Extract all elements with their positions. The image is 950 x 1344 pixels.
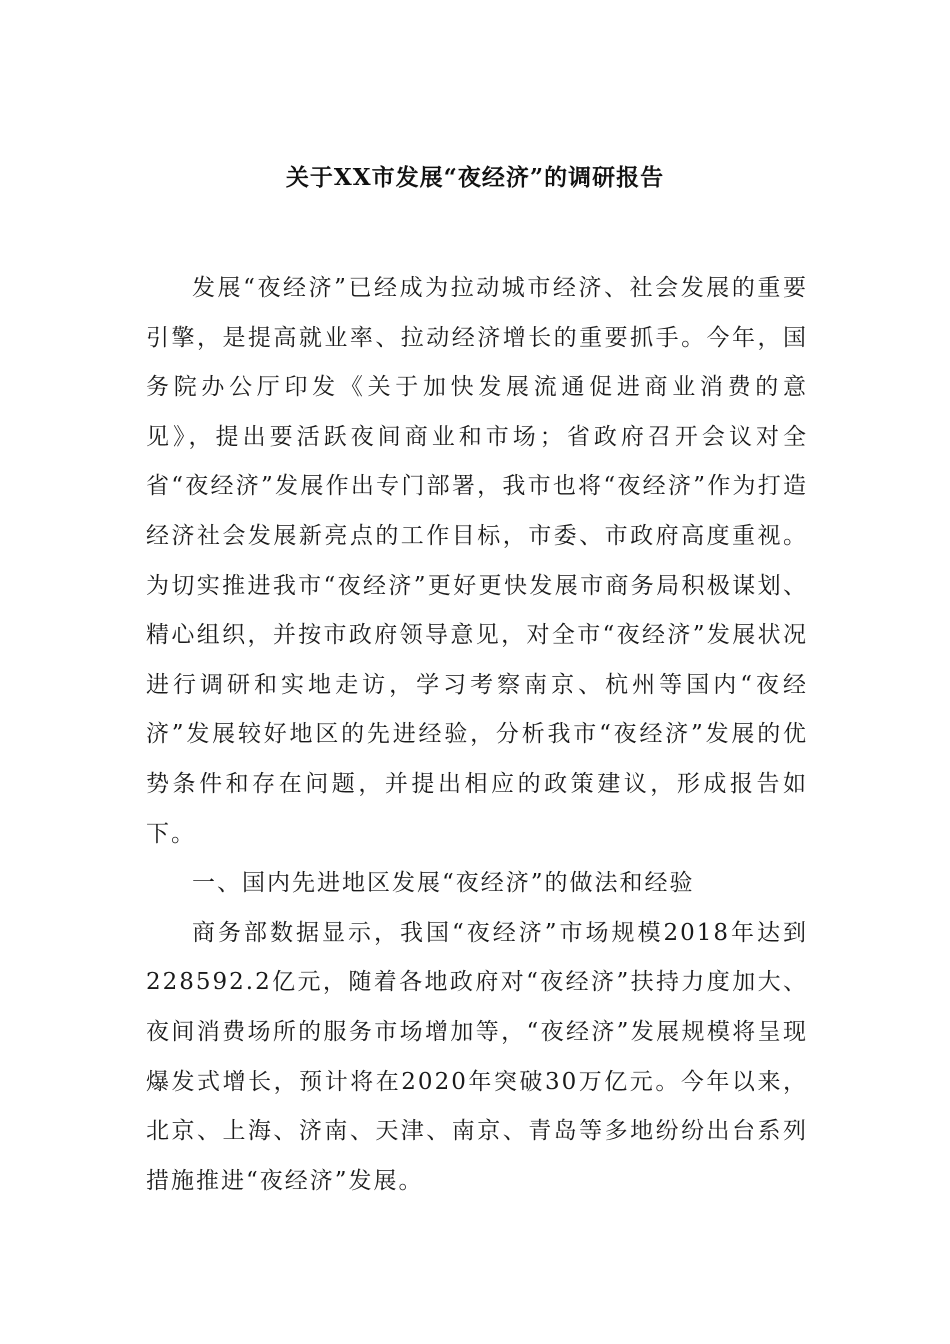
intro-paragraph: 发展“夜经济”已经成为拉动城市经济、社会发展的重要引擎，是提高就业率、拉动经济增长的重要抓手。今年，国务院办公厅印发《关于加快发展流通促进商业消费的意见》，提出要活跃夜间商业和市场；省政府召开会议对全省“夜经济”发展作出专门部署，我市也将“夜经济”作为打造经济社会发展新亮点的工作目标，市委、市政府高度重视。为切实推进我市“夜经济”更好更快发展市商务局积极谋划、精心组织，并按市政府领导意见，对全市“夜经济”发展状况进行调研和实地走访，学习考察南京、杭州等国内“夜经济”发展较好地区的先进经验，分析我市“夜经济”发展的优势条件和存在问题，并提出相应的政策建议，形成报告如下。 [146, 275, 808, 847]
body-paragraph: 商务部数据显示，我国“夜经济”市场规模2018年达到228592.2亿元，随着各地政府对“夜经济”扶持力度加大、夜间消费场所的服务市场增加等，“夜经济”发展规模将呈现爆发式增长，预计将在2020年突破30万亿元。今年以来，北京、上海、济南、天津、南京、青岛等多地纷纷出台系列措施推进“夜经济”发展。 [146, 919, 808, 1194]
section-heading: 一、国内先进地区发展“夜经济”的做法和经验 [192, 870, 695, 897]
document-title: 关于XX市发展“夜经济”的调研报告 [285, 164, 665, 191]
document-body [146, 264, 808, 1206]
